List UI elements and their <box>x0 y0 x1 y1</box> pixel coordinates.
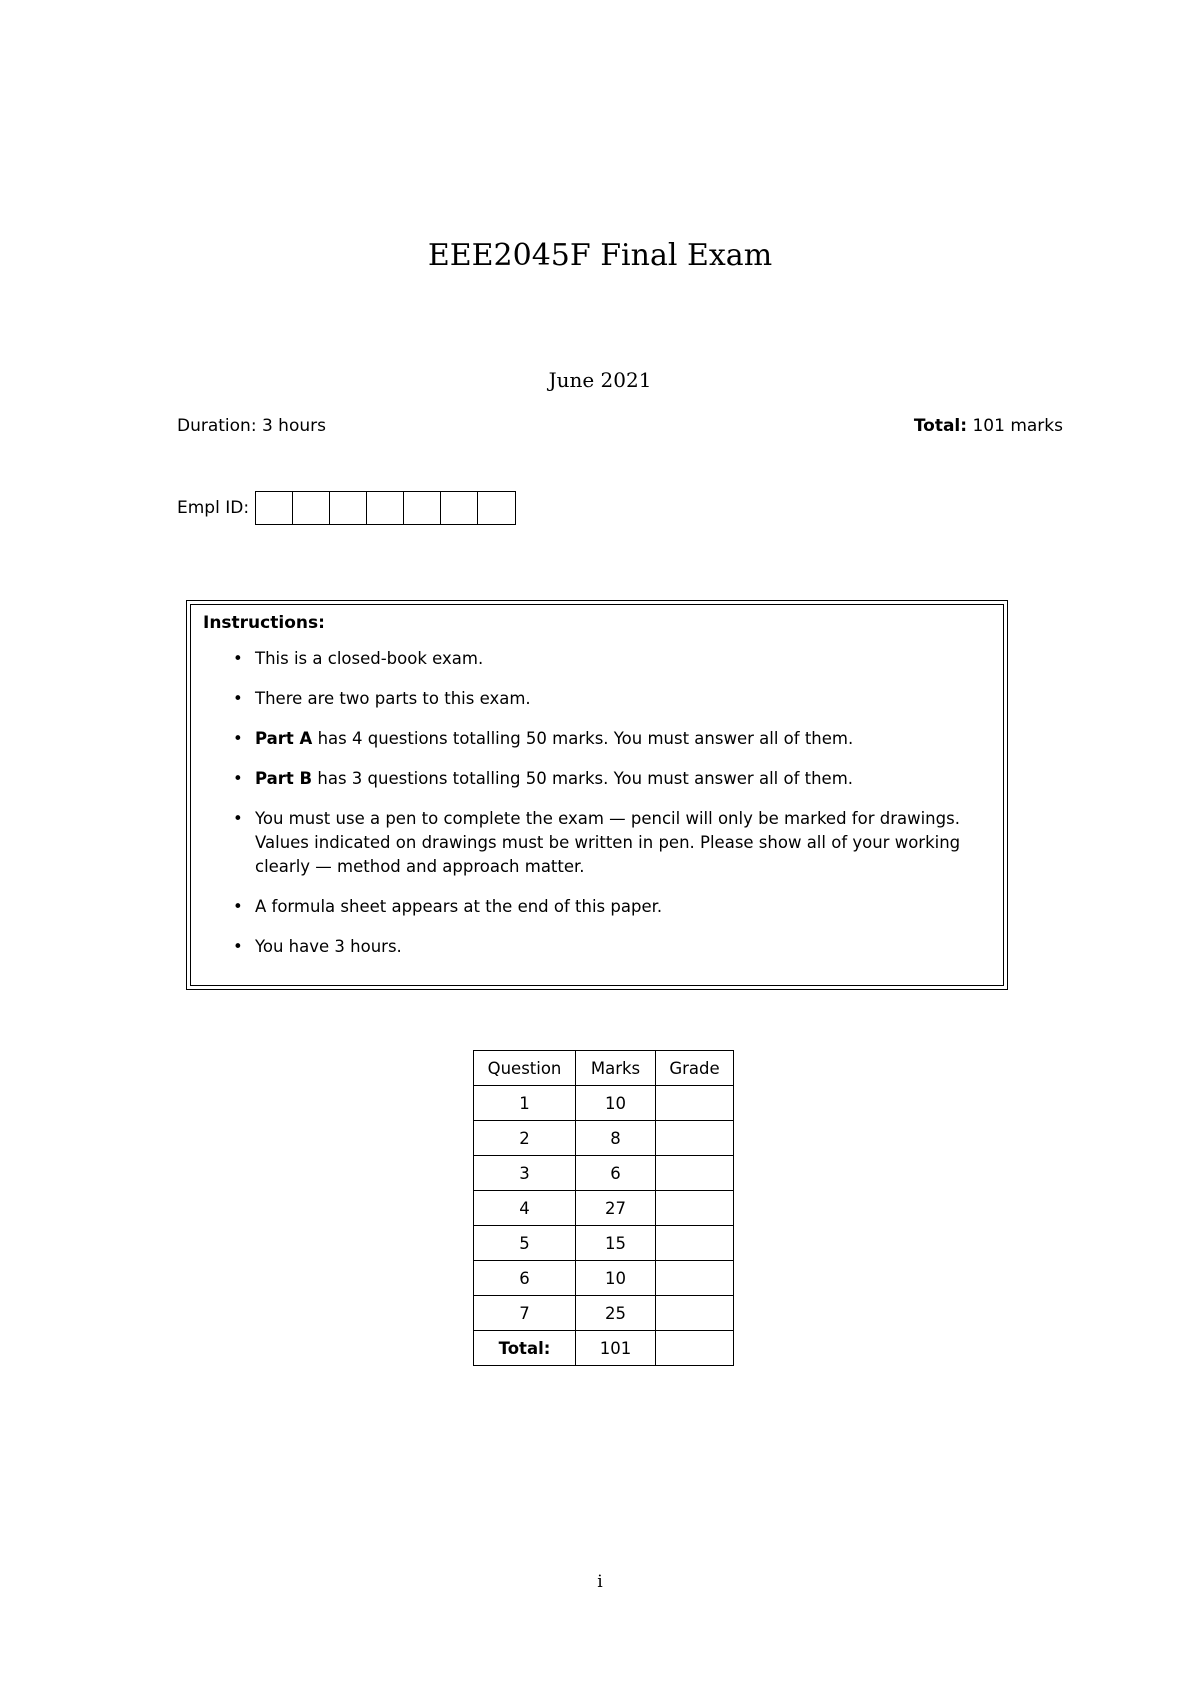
instruction-item <box>233 807 993 879</box>
grade-cell[interactable] <box>656 1296 734 1331</box>
marks-cell: 6 <box>576 1156 656 1191</box>
grade-cell[interactable] <box>656 1226 734 1261</box>
instruction-bold: Part B <box>255 769 313 788</box>
marks-cell: 27 <box>576 1191 656 1226</box>
empl-id-box[interactable] <box>367 492 404 524</box>
table-row <box>474 1226 734 1261</box>
table-total-row <box>474 1331 734 1366</box>
instruction-text: There are two parts to this exam. <box>255 689 531 708</box>
grade-cell[interactable] <box>656 1121 734 1156</box>
bullet-icon: • <box>233 937 243 956</box>
marks-cell: 8 <box>576 1121 656 1156</box>
exam-title: EEE2045F Final Exam <box>427 238 773 273</box>
instructions-list <box>203 647 993 959</box>
empl-id-box[interactable] <box>330 492 367 524</box>
instruction-item <box>233 647 993 671</box>
total-label-cell: Total: <box>474 1331 576 1366</box>
instructions-box <box>186 600 1008 990</box>
empl-id-box[interactable] <box>478 492 515 524</box>
empl-id-row <box>177 491 516 525</box>
marks-cell: 15 <box>576 1226 656 1261</box>
instruction-item <box>233 767 993 791</box>
empl-id-box[interactable] <box>293 492 330 524</box>
table-row <box>474 1086 734 1121</box>
total-grade-cell[interactable] <box>656 1331 734 1366</box>
grade-cell[interactable] <box>656 1156 734 1191</box>
page-number: i <box>597 1572 603 1592</box>
bullet-icon: • <box>233 689 243 708</box>
question-cell: 5 <box>474 1226 576 1261</box>
table-row <box>474 1296 734 1331</box>
bullet-icon: • <box>233 897 243 916</box>
instruction-item <box>233 687 993 711</box>
bullet-icon: • <box>233 729 243 748</box>
instruction-item <box>233 895 993 919</box>
table-header-row <box>474 1051 734 1086</box>
table-row <box>474 1121 734 1156</box>
question-cell: 1 <box>474 1086 576 1121</box>
empl-id-box[interactable] <box>256 492 293 524</box>
marks-cell: 10 <box>576 1261 656 1296</box>
question-cell: 2 <box>474 1121 576 1156</box>
instructions-inner-frame <box>190 604 1004 986</box>
instruction-bold: Part A <box>255 729 313 748</box>
question-cell: 6 <box>474 1261 576 1296</box>
question-cell: 7 <box>474 1296 576 1331</box>
grade-cell[interactable] <box>656 1261 734 1296</box>
marks-cell: 25 <box>576 1296 656 1331</box>
instruction-item <box>233 935 993 959</box>
table-row <box>474 1191 734 1226</box>
instruction-item <box>233 727 993 751</box>
column-header: Marks <box>576 1051 656 1086</box>
empl-id-boxes <box>255 491 516 525</box>
marks-cell: 10 <box>576 1086 656 1121</box>
grade-table <box>473 1050 734 1366</box>
grade-cell[interactable] <box>656 1086 734 1121</box>
empl-id-box[interactable] <box>441 492 478 524</box>
instruction-text: has 4 questions totalling 50 marks. You must answer all of them. <box>312 729 854 748</box>
instruction-text: has 3 questions totalling 50 marks. You must answer all of them. <box>312 769 854 788</box>
total-value: 101 marks <box>972 416 1063 436</box>
column-header: Grade <box>656 1051 734 1086</box>
instructions-heading: Instructions: <box>203 613 325 633</box>
instruction-text: You have 3 hours. <box>255 937 402 956</box>
exam-date: June 2021 <box>548 368 652 392</box>
empl-id-label: Empl ID: <box>177 498 250 518</box>
empl-id-box[interactable] <box>404 492 441 524</box>
exam-duration: Duration: 3 hours <box>177 416 326 436</box>
bullet-icon: • <box>233 769 243 788</box>
question-cell: 4 <box>474 1191 576 1226</box>
bullet-icon: • <box>233 809 243 828</box>
bullet-icon: • <box>233 649 243 668</box>
grade-cell[interactable] <box>656 1191 734 1226</box>
total-label: Total: <box>913 416 968 436</box>
table-row <box>474 1261 734 1296</box>
table-row <box>474 1156 734 1191</box>
instruction-text: This is a closed-book exam. <box>255 649 484 668</box>
instruction-text: A formula sheet appears at the end of this paper. <box>255 897 663 916</box>
instruction-text: You must use a pen to complete the exam — pencil will only be marked for drawings. Values indicated on drawings must be written in pen. Please show all of your working clearly — method and approach matter. <box>255 809 961 876</box>
column-header: Question <box>474 1051 576 1086</box>
total-marks-cell: 101 <box>576 1331 656 1366</box>
question-cell: 3 <box>474 1156 576 1191</box>
exam-total <box>914 416 1063 436</box>
